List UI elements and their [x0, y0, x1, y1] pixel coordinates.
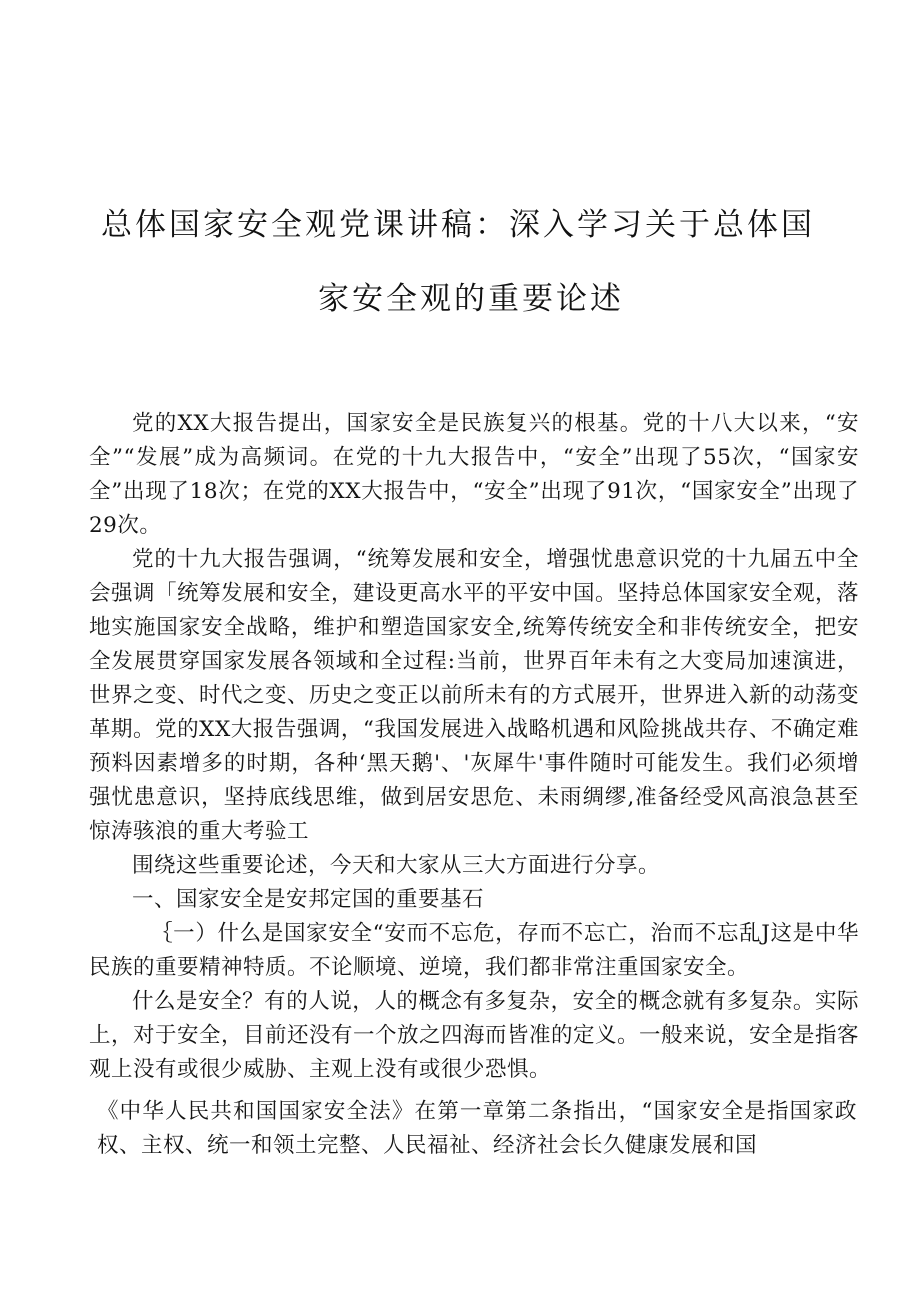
paragraph-1: 党的XX大报告提出，国家安全是民族复兴的根基。党的十八大以来，“安全”“发展”成为高频词。在党的十九大报告中，“安全”出现了55次，“国家安全”出现了18次；在党的XX大报告中，“安全”出现了91次，“国家安全”出现了29次。 [89, 411, 859, 538]
paragraph-3: 围绕这些重要论述，今天和大家从三大方面进行分享。 [132, 853, 661, 878]
paragraph-5: 什么是安全？有的人说，人的概念有多复杂，安全的概念就有多复杂。实际上，对于安全，目前还没有一个放之四海而皆准的定义。一般来说，安全是指客观上没有或很少威胁、主观上没有或很少恐惧。 [89, 989, 860, 1082]
document-body-continued [97, 1095, 857, 1163]
paragraph-2: 党的十九大报告强调，“统筹发展和安全，增强忧患意识党的十九届五中全会强调「统筹发展和安全，建设更高水平的平安中国。坚持总体国家安全观，落地实施国家安全战略，维护和塑造国家安全,统筹传统安全和非传统安全，把安全发展贯穿国家发展各领域和全过程:当前，世界百年未有之大变局加速演进，世界之变、时代之变、历史之变正以前所未有的方式展开，世界进入新的动荡变革期。党的XX大报告强调，“我国发展进入战略机遇和风险挑战共存、不确定难预料因素增多的时期，各种‘黑天鹅'、'灰犀牛'事件随时可能发生。我们必须增强忧患意识，坚持底线思维，做到居安思危、未雨绸缪,准备经受风高浪急甚至惊涛骇浪的重大考验工 [89, 547, 860, 844]
paragraph-6: 《中华人民共和国国家安全法》在第一章第二条指出，“国家安全是指国家政权、主权、统一和领土完整、人民福祉、经济社会长久健康发展和国 [97, 1099, 857, 1158]
document-title-line-1: 总体国家安全观党课讲稿：深入学习关于总体国 [101, 207, 815, 243]
document-body [89, 407, 859, 1087]
document-title-line-2: 家安全观的重要论述 [318, 281, 624, 317]
paragraph-4: ｛一）什么是国家安全“安而不忘危，存而不忘亡，治而不忘乱J这是中华民族的重要精神特质。不论顺境、逆境，我们都非常注重国家安全。 [89, 921, 859, 980]
section-heading-1: 一、国家安全是安邦定国的重要基石 [132, 887, 485, 912]
